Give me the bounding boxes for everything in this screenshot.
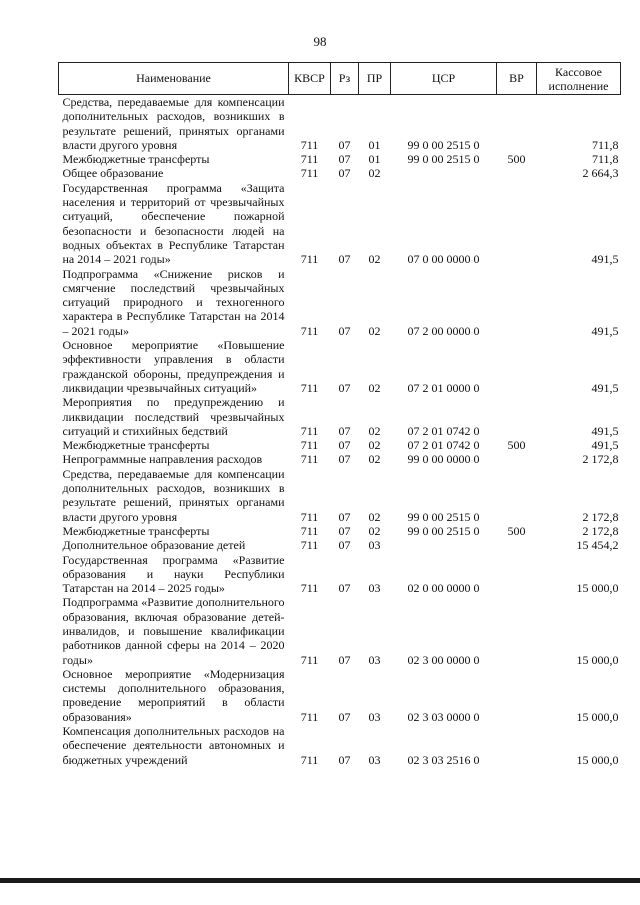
cell-name: Подпрограмма «Снижение рисков и смягчение последствий чрезвычайных ситуаций природного и техногенного характера в Республике Татарстан на 2014 – 2021 годы»: [62, 266, 285, 338]
cell-pr: 03: [368, 752, 381, 767]
cell-amount: 491,5: [591, 323, 619, 338]
cell-vr: [497, 467, 537, 524]
cell-amount: 2 172,8: [582, 509, 619, 524]
scan-bottom-edge: [0, 878, 640, 883]
cell-rz: 07: [338, 752, 351, 767]
cell-name: Общее образование: [62, 166, 164, 181]
cell-rz: 07: [338, 137, 351, 152]
cell-vr: 500: [507, 438, 526, 453]
cell-name: Основное мероприятие «Модернизация системы дополнительного образования, проведение мероприятий в области образования»: [62, 666, 285, 724]
cell-name: Государственная программа «Защита населения и территорий от чрезвычайных ситуаций, обеспечение пожарной безопасности и безопасности людей на водных объектах в Республике Татарстан на 2014 – 2021 годы»: [62, 180, 285, 267]
cell-name: Межбюджетные трансферты: [62, 438, 210, 453]
table-body: [59, 95, 621, 769]
cell-vr: [497, 595, 537, 666]
cell-rz: 07: [338, 538, 351, 553]
table-header: [59, 63, 621, 95]
cell-amount: 2 172,8: [582, 523, 619, 538]
cell-kvsr: 711: [300, 752, 319, 767]
table-row: [59, 166, 621, 180]
cell-name: Дополнительное образование детей: [62, 538, 246, 553]
cell-rz: 07: [338, 523, 351, 538]
cell-amount: 15 454,2: [576, 538, 619, 553]
cell-pr: 03: [368, 581, 381, 596]
header-row: [59, 63, 621, 95]
cell-kvsr: 711: [300, 152, 319, 167]
table-row: [59, 181, 621, 267]
table-row: [59, 467, 621, 524]
cell-rz: 07: [338, 252, 351, 267]
table-row: [59, 524, 621, 538]
cell-csr: 02 3 03 2516 0: [407, 752, 480, 767]
table-row: [59, 438, 621, 452]
cell-kvsr: 711: [300, 166, 319, 181]
cell-kvsr: 711: [300, 452, 319, 467]
cell-kvsr: 711: [300, 523, 319, 538]
cell-amount: 15 000,0: [576, 709, 619, 724]
cell-pr: 03: [368, 709, 381, 724]
cell-csr: 07 2 01 0742 0: [407, 438, 480, 453]
cell-csr: 99 0 00 2515 0: [407, 137, 480, 152]
cell-name: Мероприятия по предупреждению и ликвидации последствий чрезвычайных ситуаций и стихийных бедствий: [62, 395, 285, 438]
cell-kvsr: 711: [300, 709, 319, 724]
header-pr: ПР: [359, 63, 391, 95]
header-amount: Кассовое исполнение: [537, 63, 621, 95]
header-rz: Рз: [331, 63, 359, 95]
table-row: [59, 267, 621, 338]
header-vr: ВР: [497, 63, 537, 95]
cell-vr: [497, 395, 537, 438]
header-kvsr: КВСР: [289, 63, 331, 95]
cell-csr: 02 3 00 0000 0: [407, 652, 480, 667]
budget-execution-table: [58, 62, 621, 769]
cell-vr: 500: [507, 152, 526, 167]
cell-rz: 07: [338, 423, 351, 438]
table-row: [59, 553, 621, 596]
cell-amount: 15 000,0: [576, 652, 619, 667]
cell-name: Межбюджетные трансферты: [62, 152, 210, 167]
table-row: [59, 724, 621, 769]
cell-csr: 99 0 00 2515 0: [407, 509, 480, 524]
cell-amount: 491,5: [591, 252, 619, 267]
cell-kvsr: 711: [300, 438, 319, 453]
table-row: [59, 538, 621, 552]
cell-csr: [391, 166, 497, 180]
cell-rz: 07: [338, 152, 351, 167]
cell-amount: 2 172,8: [582, 452, 619, 467]
cell-name: Подпрограмма «Развитие дополнительного образования, включая образование детей-инвалидов, и повышение квалификации работников данной сферы на 2014 – 2020 годы»: [62, 595, 285, 667]
cell-vr: [497, 95, 537, 153]
cell-pr: 02: [368, 323, 381, 338]
cell-name: Компенсация дополнительных расходов на обеспечение деятельности автономных и бюджетных учреждений: [62, 724, 285, 767]
cell-csr: 07 2 01 0742 0: [407, 423, 480, 438]
cell-rz: 07: [338, 166, 351, 181]
cell-kvsr: 711: [300, 252, 319, 267]
cell-vr: [497, 452, 537, 466]
cell-rz: 07: [338, 709, 351, 724]
cell-vr: [497, 267, 537, 338]
cell-vr: [497, 667, 537, 724]
cell-pr: 02: [368, 452, 381, 467]
cell-pr: 02: [368, 423, 381, 438]
cell-pr: 02: [368, 166, 381, 181]
cell-name: Средства, передаваемые для компенсации дополнительных расходов, возникших в результате решений, принятых органами власти другого уровня: [62, 466, 285, 524]
cell-csr: 07 2 00 0000 0: [407, 323, 480, 338]
cell-csr: 02 0 00 0000 0: [407, 581, 480, 596]
table-row: [59, 338, 621, 395]
cell-rz: 07: [338, 438, 351, 453]
cell-csr: 99 0 00 0000 0: [407, 452, 480, 467]
cell-name: Непрограммные направления расходов: [62, 452, 263, 467]
cell-rz: 07: [338, 581, 351, 596]
cell-vr: [497, 724, 537, 769]
cell-kvsr: 711: [300, 509, 319, 524]
cell-pr: 03: [368, 652, 381, 667]
cell-csr: 02 3 03 0000 0: [407, 709, 480, 724]
cell-csr: [391, 538, 497, 552]
table-row: [59, 667, 621, 724]
cell-kvsr: 711: [300, 423, 319, 438]
cell-rz: 07: [338, 452, 351, 467]
cell-vr: [497, 166, 537, 180]
cell-amount: 491,5: [591, 438, 619, 453]
table-row: [59, 152, 621, 166]
table-row: [59, 452, 621, 466]
cell-name: Средства, передаваемые для компенсации дополнительных расходов, возникших в результате решений, принятых органами власти другого уровня: [62, 95, 285, 152]
header-name: Наименование: [59, 63, 289, 95]
cell-kvsr: 711: [300, 380, 319, 395]
cell-pr: 02: [368, 380, 381, 395]
cell-name: Основное мероприятие «Повышение эффективности управления в области гражданской обороны, предупреждения и ликвидации чрезвычайных ситуаций»: [62, 338, 285, 395]
cell-kvsr: 711: [300, 581, 319, 596]
cell-vr: [497, 538, 537, 552]
cell-pr: 01: [368, 137, 381, 152]
cell-vr: [497, 338, 537, 395]
table-row: [59, 595, 621, 666]
cell-pr: 01: [368, 152, 381, 167]
table-row: [59, 95, 621, 153]
header-csr: ЦСР: [391, 63, 497, 95]
table-row: [59, 395, 621, 438]
cell-csr: 07 0 00 0000 0: [407, 252, 480, 267]
page-number: 98: [313, 34, 327, 49]
cell-csr: 99 0 00 2515 0: [407, 152, 480, 167]
cell-amount: 711,8: [591, 137, 619, 152]
cell-csr: 99 0 00 2515 0: [407, 523, 480, 538]
cell-kvsr: 711: [300, 323, 319, 338]
cell-amount: 711,8: [591, 152, 619, 167]
cell-rz: 07: [338, 380, 351, 395]
cell-rz: 07: [338, 652, 351, 667]
cell-amount: 491,5: [591, 380, 619, 395]
cell-amount: 2 664,3: [582, 166, 619, 181]
cell-name: Межбюджетные трансферты: [62, 523, 210, 538]
cell-pr: 02: [368, 509, 381, 524]
cell-amount: 491,5: [591, 423, 619, 438]
cell-vr: [497, 181, 537, 267]
cell-kvsr: 711: [300, 538, 319, 553]
cell-csr: 07 2 01 0000 0: [407, 380, 480, 395]
cell-kvsr: 711: [300, 652, 319, 667]
cell-rz: 07: [338, 323, 351, 338]
cell-vr: 500: [507, 523, 526, 538]
cell-pr: 02: [368, 523, 381, 538]
cell-name: Государственная программа «Развитие образования и науки Республики Татарстан на 2014 – 2025 годы»: [62, 552, 285, 596]
cell-pr: 02: [368, 438, 381, 453]
cell-pr: 02: [368, 252, 381, 267]
cell-pr: 03: [368, 538, 381, 553]
cell-amount: 15 000,0: [576, 581, 619, 596]
cell-vr: [497, 553, 537, 596]
cell-kvsr: 711: [300, 137, 319, 152]
cell-rz: 07: [338, 509, 351, 524]
cell-amount: 15 000,0: [576, 752, 619, 767]
